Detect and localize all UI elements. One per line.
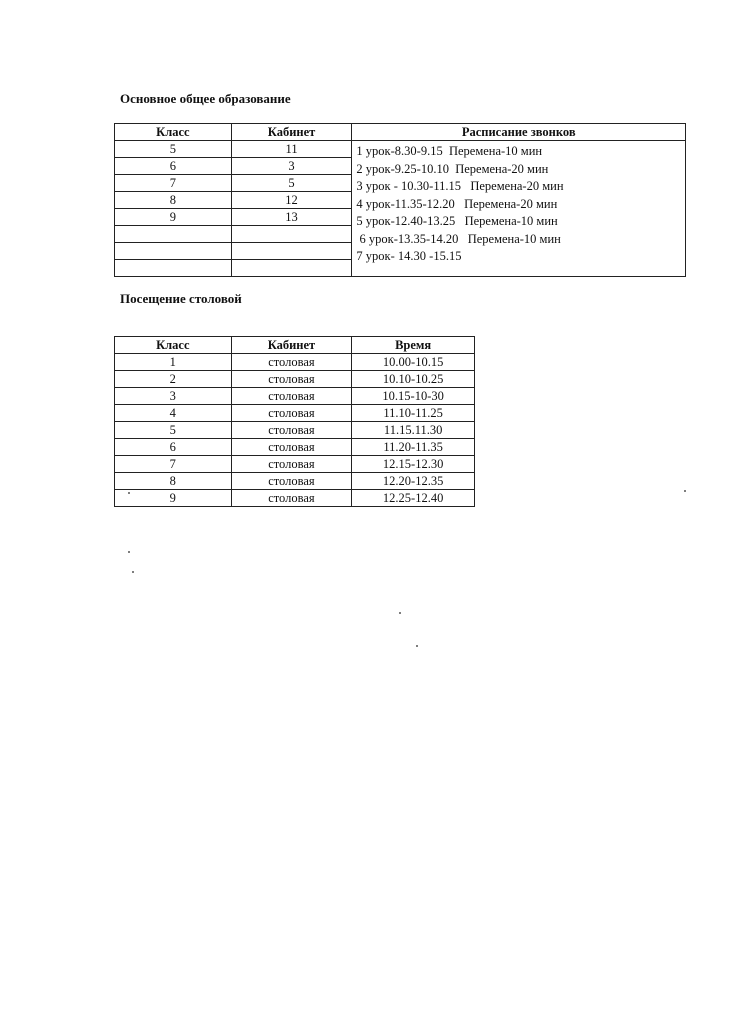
table-row — [115, 371, 475, 388]
scan-speck — [128, 492, 130, 494]
class-cell: 8 — [115, 192, 232, 209]
table-row — [115, 439, 475, 456]
section-title-canteen-visits: Посещение столовой — [120, 291, 242, 306]
room-cell: столовая — [231, 456, 352, 473]
room-cell: столовая — [231, 490, 352, 507]
room-cell: столовая — [231, 439, 352, 456]
room-cell — [231, 226, 352, 243]
class-cell: 8 — [115, 473, 232, 490]
time-cell: 11.10-11.25 — [352, 405, 475, 422]
time-cell: 11.20-11.35 — [352, 439, 475, 456]
class-cell: 6 — [115, 439, 232, 456]
time-cell: 10.15-10-30 — [352, 388, 475, 405]
table-row — [115, 473, 475, 490]
header-bell-schedule: Расписание звонков — [352, 124, 686, 141]
time-cell: 12.20-12.35 — [352, 473, 475, 490]
room-cell — [231, 260, 352, 277]
scan-speck — [684, 490, 686, 492]
room-cell: 13 — [231, 209, 352, 226]
table-row — [115, 388, 475, 405]
table-row — [115, 405, 475, 422]
scan-speck — [399, 612, 401, 614]
bell-schedule-cell — [352, 141, 686, 277]
time-cell: 11.15.11.30 — [352, 422, 475, 439]
room-cell: 5 — [231, 175, 352, 192]
table-row — [115, 456, 475, 473]
class-cell: 5 — [115, 141, 232, 158]
scan-speck — [132, 571, 134, 573]
table-row — [115, 354, 475, 371]
room-cell — [231, 243, 352, 260]
header-class: Класс — [115, 124, 232, 141]
room-cell: столовая — [231, 354, 352, 371]
bell-line: 4 урок-11.35-12.20 Перемена-20 мин — [356, 196, 558, 211]
room-cell: столовая — [231, 422, 352, 439]
room-cell: 11 — [231, 141, 352, 158]
section-title-basic-education: Основное общее образование — [120, 91, 291, 106]
class-cell: 9 — [115, 490, 232, 507]
class-cell: 7 — [115, 456, 232, 473]
table-header-row — [115, 337, 475, 354]
scan-speck — [416, 645, 418, 647]
header-time: Время — [352, 337, 475, 354]
class-cell: 4 — [115, 405, 232, 422]
header-room: Кабинет — [231, 124, 352, 141]
class-cell — [115, 260, 232, 277]
class-cell: 6 — [115, 158, 232, 175]
time-cell: 10.00-10.15 — [352, 354, 475, 371]
bell-line: 1 урок-8.30-9.15 Перемена-10 мин — [356, 144, 543, 158]
table-row — [115, 141, 686, 158]
time-cell: 12.25-12.40 — [352, 490, 475, 507]
class-cell — [115, 226, 232, 243]
table-header-row — [115, 124, 686, 141]
table-row — [115, 490, 475, 507]
time-cell: 10.10-10.25 — [352, 371, 475, 388]
scan-speck — [128, 551, 130, 553]
room-cell: 3 — [231, 158, 352, 175]
room-cell: столовая — [231, 473, 352, 490]
room-cell: столовая — [231, 371, 352, 388]
room-cell: столовая — [231, 405, 352, 422]
bell-line: 2 урок-9.25-10.10 Перемена-20 мин — [356, 161, 549, 176]
canteen-schedule-table — [114, 336, 475, 507]
class-cell: 3 — [115, 388, 232, 405]
header-room: Кабинет — [231, 337, 352, 354]
class-cell — [115, 243, 232, 260]
header-class: Класс — [115, 337, 232, 354]
class-cell: 7 — [115, 175, 232, 192]
table-row — [115, 422, 475, 439]
class-cell: 1 — [115, 354, 232, 371]
bell-line: 6 урок-13.35-14.20 Перемена-10 мин — [356, 231, 561, 246]
class-cell: 5 — [115, 422, 232, 439]
bell-line: 3 урок - 10.30-11.15 Перемена-20 мин — [356, 179, 564, 193]
bell-line: 5 урок-12.40-13.25 Перемена-10 мин — [356, 214, 558, 228]
class-cell: 9 — [115, 209, 232, 226]
time-cell: 12.15-12.30 — [352, 456, 475, 473]
class-cell: 2 — [115, 371, 232, 388]
room-cell: 12 — [231, 192, 352, 209]
bell-line: 7 урок- 14.30 -15.15 — [356, 249, 462, 263]
room-cell: столовая — [231, 388, 352, 405]
bell-schedule-table — [114, 123, 686, 277]
